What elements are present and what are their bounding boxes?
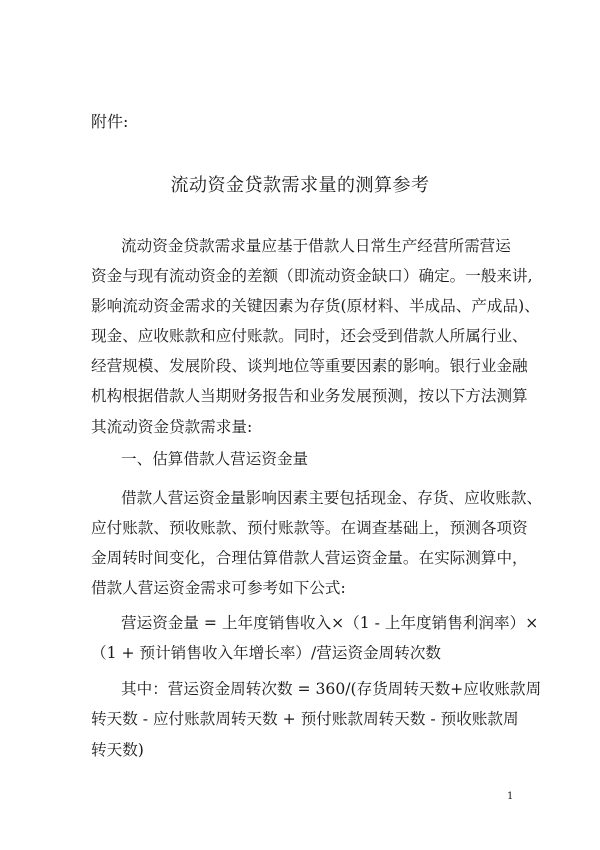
paragraph-line: 应付账款、预收账款、预付账款等。在调查基础上，预测各项资 <box>91 519 528 537</box>
document-title: 流动资金贷款需求量的测算参考 <box>170 175 430 196</box>
page-number: 1 <box>507 791 514 802</box>
paragraph-line: 经营规模、发展阶段、谈判地位等重要因素的影响。银行业金融 <box>91 357 528 375</box>
paragraph-line: 流动资金贷款需求量应基于借款人日常生产经营所需营运 <box>121 237 511 255</box>
paragraph-line: 资金与现有流动资金的差额（即流动资金缺口）确定。一般来讲, <box>91 267 533 285</box>
paragraph-line: 金周转时间变化，合理估算借款人营运资金量。在实际测算中， <box>91 549 528 567</box>
formula-line: 其中：营运资金周转次数 = 360/(存货周转天数+应收账款周 <box>121 680 542 698</box>
formula-line: 转天数 - 应付账款周转天数 + 预付账款周转天数 - 预收账款周 <box>91 710 519 728</box>
paragraph-line: 影响流动资金需求的关键因素为存货(原材料、半成品、产成品)、 <box>91 297 540 315</box>
formula-line: （1 + 预计销售收入年增长率）/营运资金周转次数 <box>91 644 442 662</box>
formula-line: 营运资金量 = 上年度销售收入×（1 - 上年度销售利润率）× <box>121 614 539 632</box>
paragraph-line: 现金、应收账款和应付账款。同时，还会受到借款人所属行业、 <box>91 327 528 345</box>
paragraph-line: 借款人营运资金量影响因素主要包括现金、存货、应收账款、 <box>121 489 543 507</box>
paragraph-line: 机构根据借款人当期财务报告和业务发展预测，按以下方法测算 <box>91 387 528 405</box>
section-heading: 一、估算借款人营运资金量 <box>121 450 309 468</box>
paragraph-line: 其流动资金贷款需求量: <box>91 418 253 436</box>
annex-label: 附件: <box>91 112 129 131</box>
paragraph-line: 借款人营运资金需求可参考如下公式: <box>91 579 346 597</box>
formula-line: 转天数) <box>91 741 144 759</box>
